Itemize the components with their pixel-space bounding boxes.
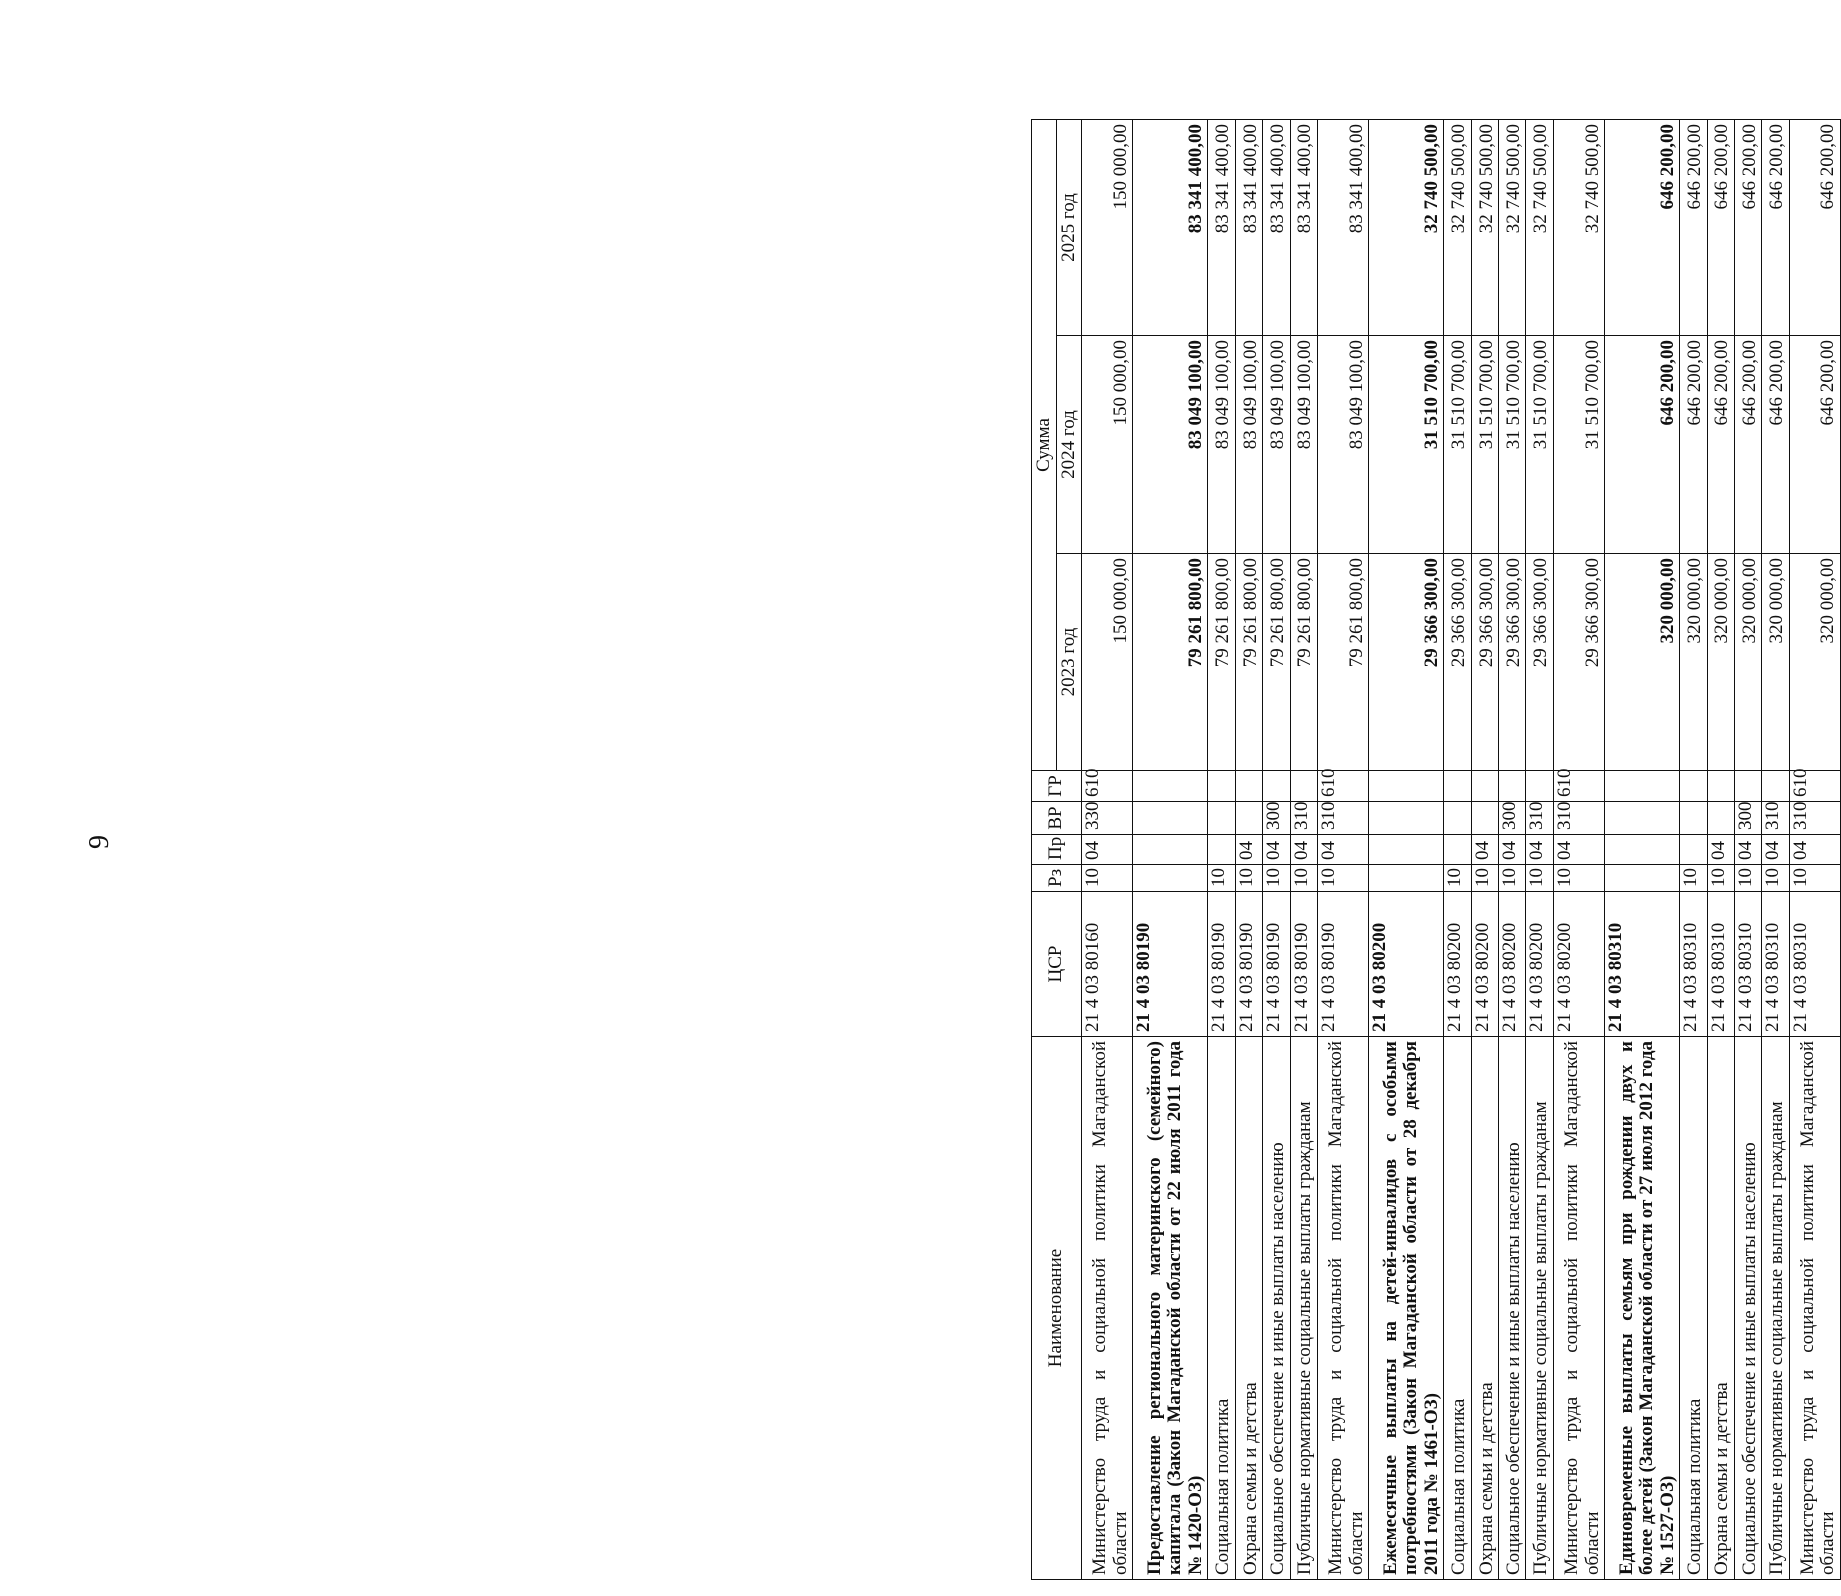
cell-y2025: 646 200,00 [1707,120,1734,336]
table-row [1471,120,1498,1580]
table-row [1605,120,1680,1580]
table-row [1553,120,1604,1580]
cell-gr [1762,771,1789,802]
cell-vr: 310 [1553,802,1604,835]
cell-vr: 300 [1499,802,1526,835]
cell-y2024: 150 000,00 [1082,336,1133,554]
cell-csr: 21 4 03 80310 [1734,892,1761,1037]
cell-csr: 21 4 03 80310 [1680,892,1707,1037]
cell-pr: 04 [1499,835,1526,865]
cell-csr: 21 4 03 80310 [1762,892,1789,1037]
table-row [1235,120,1262,1580]
table-row [1369,120,1444,1580]
cell-vr [1444,802,1471,835]
cell-csr: 21 4 03 80190 [1208,892,1235,1037]
cell-y2025: 32 740 500,00 [1471,120,1498,336]
table-row [1444,120,1471,1580]
cell-rz: 10 [1208,865,1235,892]
cell-y2025: 150 000,00 [1082,120,1133,336]
table-row [1526,120,1553,1580]
cell-rz: 10 [1553,865,1604,892]
cell-vr [1707,802,1734,835]
cell-name: Министерство труда и социальной политики Магаданской области [1317,1037,1368,1580]
header-name: Наименование [1032,1037,1082,1580]
cell-y2025: 646 200,00 [1605,120,1680,336]
cell-y2025: 32 740 500,00 [1369,120,1444,336]
cell-vr: 300 [1263,802,1290,835]
cell-rz: 10 [1762,865,1789,892]
cell-gr: 610 [1317,771,1368,802]
cell-gr [1471,771,1498,802]
cell-rz: 10 [1471,865,1498,892]
cell-y2024: 646 200,00 [1734,336,1761,554]
cell-vr [1235,802,1262,835]
header-csr: ЦСР [1032,892,1082,1037]
cell-rz: 10 [1680,865,1707,892]
cell-gr [1680,771,1707,802]
cell-y2024: 31 510 700,00 [1444,336,1471,554]
cell-y2024: 31 510 700,00 [1553,336,1604,554]
cell-y2025: 32 740 500,00 [1444,120,1471,336]
cell-gr [1133,771,1208,802]
cell-name: Предоставление регионального материнского (семейного) капитала (Закон Магаданской области от 22 июля 2011 года № 1420-ОЗ) [1133,1037,1208,1580]
cell-gr [1734,771,1761,802]
cell-gr [1605,771,1680,802]
cell-rz [1605,865,1680,892]
table-row [1707,120,1734,1580]
header-rz: Рз [1032,865,1082,892]
cell-name: Охрана семьи и детства [1235,1037,1262,1580]
page-number: 9 [84,835,115,849]
cell-y2025: 646 200,00 [1680,120,1707,336]
cell-vr: 310 [1762,802,1789,835]
table-row [1680,120,1707,1580]
cell-y2024: 83 049 100,00 [1133,336,1208,554]
cell-y2025: 32 740 500,00 [1526,120,1553,336]
cell-vr: 300 [1734,802,1761,835]
cell-pr [1369,835,1444,865]
cell-pr: 04 [1762,835,1789,865]
cell-name: Министерство труда и социальной политики Магаданской области [1082,1037,1133,1580]
cell-y2023: 320 000,00 [1762,554,1789,771]
cell-y2024: 31 510 700,00 [1499,336,1526,554]
cell-y2025: 646 200,00 [1789,120,1840,336]
cell-rz [1369,865,1444,892]
cell-csr: 21 4 03 80200 [1369,892,1444,1037]
cell-name: Охрана семьи и детства [1707,1037,1734,1580]
cell-y2025: 83 341 400,00 [1235,120,1262,336]
budget-table [1031,119,1841,1580]
cell-y2023: 150 000,00 [1082,554,1133,771]
cell-name: Публичные нормативные социальные выплаты гражданам [1762,1037,1789,1580]
cell-rz [1133,865,1208,892]
cell-y2024: 646 200,00 [1605,336,1680,554]
cell-y2024: 31 510 700,00 [1526,336,1553,554]
cell-y2023: 79 261 800,00 [1208,554,1235,771]
cell-gr: 610 [1789,771,1840,802]
header-2024: 2024 год [1057,336,1082,554]
cell-y2025: 32 740 500,00 [1553,120,1604,336]
cell-y2024: 31 510 700,00 [1369,336,1444,554]
cell-pr [1605,835,1680,865]
header-sum: Сумма [1032,120,1057,771]
cell-vr [1605,802,1680,835]
cell-gr [1499,771,1526,802]
cell-y2024: 83 049 100,00 [1263,336,1290,554]
cell-y2023: 29 366 300,00 [1526,554,1553,771]
cell-pr: 04 [1734,835,1761,865]
cell-y2023: 29 366 300,00 [1471,554,1498,771]
cell-name: Социальная политика [1208,1037,1235,1580]
cell-gr [1235,771,1262,802]
cell-name: Ежемесячные выплаты на детей-инвалидов с особыми потребностями (Закон Магаданской области от 28 декабря 2011 года № 1461-ОЗ) [1369,1037,1444,1580]
cell-csr: 21 4 03 80200 [1471,892,1498,1037]
cell-name: Социальное обеспечение и иные выплаты населению [1734,1037,1761,1580]
cell-y2025: 83 341 400,00 [1208,120,1235,336]
cell-y2023: 29 366 300,00 [1444,554,1471,771]
table-row [1133,120,1208,1580]
cell-name: Социальное обеспечение и иные выплаты населению [1499,1037,1526,1580]
cell-gr [1526,771,1553,802]
cell-y2024: 646 200,00 [1707,336,1734,554]
cell-name: Охрана семьи и детства [1471,1037,1498,1580]
cell-rz: 10 [1444,865,1471,892]
table-row [1290,120,1317,1580]
cell-y2023: 79 261 800,00 [1290,554,1317,771]
cell-rz: 10 [1789,865,1840,892]
cell-rz: 10 [1526,865,1553,892]
cell-csr: 21 4 03 80200 [1526,892,1553,1037]
cell-vr [1133,802,1208,835]
cell-pr: 04 [1263,835,1290,865]
cell-name: Публичные нормативные социальные выплаты гражданам [1290,1037,1317,1580]
cell-gr [1444,771,1471,802]
cell-name: Социальная политика [1444,1037,1471,1580]
cell-csr: 21 4 03 80190 [1263,892,1290,1037]
cell-vr [1369,802,1444,835]
cell-y2023: 320 000,00 [1789,554,1840,771]
cell-gr [1263,771,1290,802]
table-row [1208,120,1235,1580]
header-pr: Пр [1032,835,1082,865]
cell-pr: 04 [1553,835,1604,865]
cell-name: Единовременные выплаты семьям при рождении двух и более детей (Закон Магаданской области от 27 июля 2012 года № 1527-ОЗ) [1605,1037,1680,1580]
cell-gr [1369,771,1444,802]
cell-pr: 04 [1789,835,1840,865]
table-body [1082,120,1841,1580]
cell-csr: 21 4 03 80190 [1317,892,1368,1037]
table-row [1499,120,1526,1580]
cell-y2023: 29 366 300,00 [1553,554,1604,771]
cell-csr: 21 4 03 80160 [1082,892,1133,1037]
cell-name: Социальное обеспечение и иные выплаты населению [1263,1037,1290,1580]
cell-rz: 10 [1734,865,1761,892]
cell-csr: 21 4 03 80310 [1605,892,1680,1037]
cell-y2023: 29 366 300,00 [1499,554,1526,771]
cell-pr: 04 [1082,835,1133,865]
cell-csr: 21 4 03 80200 [1499,892,1526,1037]
cell-pr [1133,835,1208,865]
cell-vr: 310 [1317,802,1368,835]
cell-rz: 10 [1263,865,1290,892]
cell-pr: 04 [1526,835,1553,865]
cell-y2025: 32 740 500,00 [1499,120,1526,336]
cell-y2023: 79 261 800,00 [1133,554,1208,771]
cell-y2025: 83 341 400,00 [1317,120,1368,336]
table-row [1317,120,1368,1580]
cell-y2025: 646 200,00 [1734,120,1761,336]
cell-y2023: 79 261 800,00 [1317,554,1368,771]
cell-y2024: 83 049 100,00 [1317,336,1368,554]
cell-y2024: 83 049 100,00 [1235,336,1262,554]
cell-y2024: 646 200,00 [1680,336,1707,554]
cell-y2024: 83 049 100,00 [1208,336,1235,554]
cell-y2023: 79 261 800,00 [1235,554,1262,771]
cell-y2023: 29 366 300,00 [1369,554,1444,771]
cell-csr: 21 4 03 80190 [1290,892,1317,1037]
cell-y2023: 320 000,00 [1734,554,1761,771]
cell-name: Министерство труда и социальной политики Магаданской области [1789,1037,1840,1580]
cell-pr: 04 [1471,835,1498,865]
cell-name: Публичные нормативные социальные выплаты гражданам [1526,1037,1553,1580]
cell-csr: 21 4 03 80200 [1444,892,1471,1037]
cell-y2025: 83 341 400,00 [1290,120,1317,336]
cell-vr [1471,802,1498,835]
cell-csr: 21 4 03 80310 [1789,892,1840,1037]
header-vr: ВР [1032,802,1082,835]
cell-gr: 610 [1082,771,1133,802]
cell-y2024: 646 200,00 [1789,336,1840,554]
cell-rz: 10 [1290,865,1317,892]
cell-name: Социальная политика [1680,1037,1707,1580]
cell-rz: 10 [1499,865,1526,892]
cell-rz: 10 [1317,865,1368,892]
cell-vr: 330 [1082,802,1133,835]
header-gr: ГР [1032,771,1082,802]
cell-pr: 04 [1707,835,1734,865]
cell-pr [1208,835,1235,865]
cell-vr [1208,802,1235,835]
cell-gr [1707,771,1734,802]
table-row [1734,120,1761,1580]
cell-pr [1680,835,1707,865]
cell-pr: 04 [1235,835,1262,865]
cell-pr [1444,835,1471,865]
cell-gr [1208,771,1235,802]
table-row [1263,120,1290,1580]
cell-y2024: 646 200,00 [1762,336,1789,554]
cell-y2023: 320 000,00 [1707,554,1734,771]
cell-rz: 10 [1235,865,1262,892]
table-row [1762,120,1789,1580]
cell-vr: 310 [1290,802,1317,835]
cell-y2024: 83 049 100,00 [1290,336,1317,554]
rotated-table-container [1031,120,1841,1580]
cell-vr: 310 [1526,802,1553,835]
table-row [1082,120,1133,1580]
cell-csr: 21 4 03 80190 [1235,892,1262,1037]
cell-gr: 610 [1553,771,1604,802]
cell-y2025: 83 341 400,00 [1263,120,1290,336]
header-2025: 2025 год [1057,120,1082,336]
cell-csr: 21 4 03 80310 [1707,892,1734,1037]
cell-vr [1680,802,1707,835]
cell-y2023: 320 000,00 [1680,554,1707,771]
cell-y2025: 83 341 400,00 [1133,120,1208,336]
header-2023: 2023 год [1057,554,1082,771]
cell-y2024: 31 510 700,00 [1471,336,1498,554]
cell-rz: 10 [1707,865,1734,892]
cell-csr: 21 4 03 80200 [1553,892,1604,1037]
cell-rz: 10 [1082,865,1133,892]
cell-y2025: 646 200,00 [1762,120,1789,336]
table-row [1789,120,1840,1580]
cell-csr: 21 4 03 80190 [1133,892,1208,1037]
cell-vr: 310 [1789,802,1840,835]
cell-pr: 04 [1290,835,1317,865]
cell-pr: 04 [1317,835,1368,865]
cell-name: Министерство труда и социальной политики Магаданской области [1553,1037,1604,1580]
cell-gr [1290,771,1317,802]
cell-y2023: 320 000,00 [1605,554,1680,771]
cell-y2023: 79 261 800,00 [1263,554,1290,771]
